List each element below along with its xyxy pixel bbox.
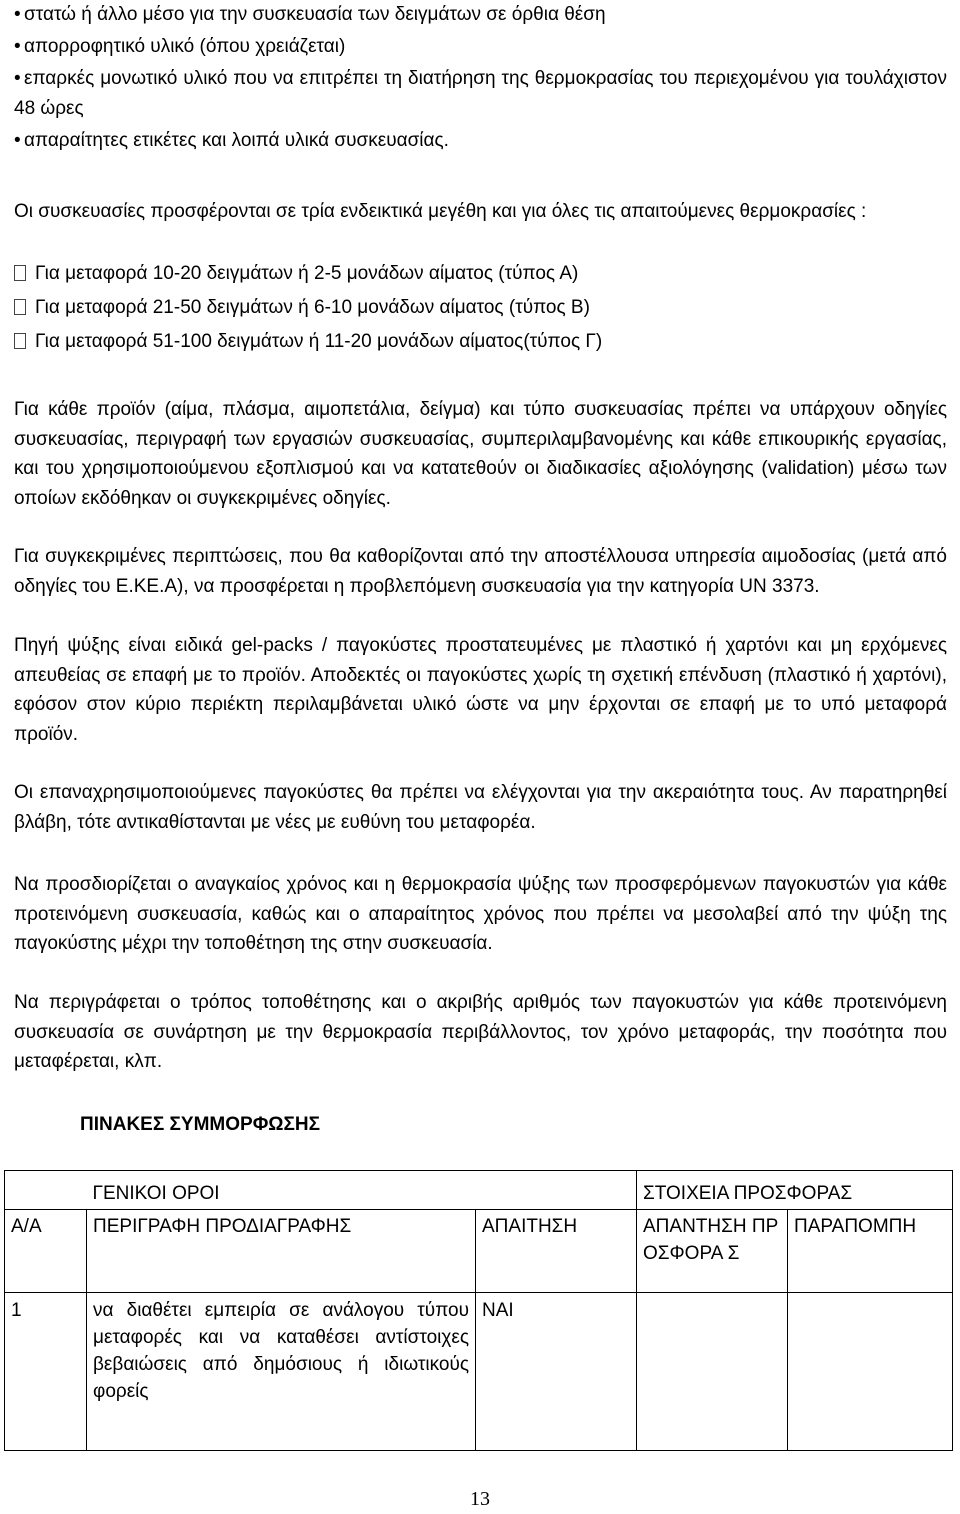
header-reference: ΠΑΡΑΠΟΜΠΗ bbox=[788, 1210, 953, 1293]
paragraph-reusable-packs: Οι επαναχρησιμοποιούμενες παγοκύστες θα πρέπει να ελέγχονται για την ακεραιότητα τους. Αν παρατηρηθεί βλάβη, τότε αντικαθίστανται με νέες με ευθύνη του μεταφορέα. bbox=[14, 782, 947, 833]
checkbox-glyph-icon bbox=[14, 333, 26, 349]
row-spec: να διαθέτει εμπειρία σε ανάλογου τύπου μεταφορές και να καταθέσει αντίστοιχες βεβαιώσεις από δημόσιους ή ιδιωτικούς φορείς bbox=[87, 1293, 476, 1451]
bullet-icon: • bbox=[14, 130, 21, 151]
bullet-item: • απορροφητικό υλικό (όπου χρειάζεται) bbox=[14, 32, 345, 62]
table-group-header-row bbox=[5, 1171, 953, 1210]
checkbox-glyph-icon bbox=[14, 299, 26, 315]
bullet-item: • στατώ ή άλλο μέσο για την συσκευασία των δειγμάτων σε όρθια θέση bbox=[14, 0, 606, 30]
group-general-terms: ΓΕΝΙΚΟΙ ΟΡΟΙ bbox=[87, 1171, 476, 1210]
size-option: Για μεταφορά 21-50 δειγμάτων ή 6-10 μονάδων αίματος (τύπος Β) bbox=[14, 293, 590, 323]
paragraph-cooling-time: Να προσδιορίζεται ο αναγκαίος χρόνος και η θερμοκρασία ψύξης των προσφερόμενων παγοκυστών για κάθε προτεινόμενη συσκευασία, καθώς και ο απαραίτητος χρόνος που πρέπει να μεσολαβεί από την ψύξη της παγοκύστης μέχρι την τοποθέτηση της στην συσκευασία. bbox=[14, 874, 947, 954]
bullet-icon: • bbox=[14, 68, 21, 89]
bullet-item: • επαρκές μονωτικό υλικό που να επιτρέπει τη διατήρηση της θερμοκρασίας του περιεχομένου για τουλάχιστον 48 ώρες bbox=[14, 64, 947, 123]
row-aa: 1 bbox=[5, 1293, 87, 1451]
table-header-row bbox=[5, 1210, 953, 1293]
compliance-table bbox=[4, 1170, 953, 1451]
paragraph-packaging-instructions: Για κάθε προϊόν (αίμα, πλάσμα, αιμοπετάλια, δείγμα) και τύπο συσκευασίας πρέπει να υπάρχουν οδηγίες συσκευασίας, περιγραφή των εργασιών συσκευασίας, συμπεριλαμβανομένης και κάθε επικουρικής εργασίας, και του χρησιμοποιούμενου εξοπλισμού και να κατατεθούν οι διαδικασίες αξιολόγησης (validation) μέσω των οποίων εκδόθηκαν οι συγκεκριμένες οδηγίες. bbox=[14, 399, 947, 509]
table-row bbox=[5, 1293, 953, 1451]
row-reference[interactable] bbox=[788, 1293, 953, 1451]
paragraph-cooling-source: Πηγή ψύξης είναι ειδικά gel-packs / παγοκύστες προστατευμένες με πλαστικό ή χαρτόνι και μη ερχόμενες απευθείας σε επαφή με το προϊόν. Αποδεκτές οι παγοκύστες χωρίς τη σχετική επένδυση (πλαστικό ή χαρτόνι), εφόσον στον κύριο περιέκτη περιλαμβάνεται υλικό ώστε να μην έρχονται σε επαφή με το υπό μεταφορά προϊόν. bbox=[14, 635, 947, 745]
header-answer: ΑΠΑΝΤΗΣΗ ΠΡΟΣΦΟΡΑ Σ bbox=[637, 1210, 788, 1293]
sizes-intro: Οι συσκευασίες προσφέρονται σε τρία ενδεικτικά μεγέθη και για όλες τις απαιτούμενες θερμοκρασίες : bbox=[14, 201, 867, 222]
bullet-icon: • bbox=[14, 4, 21, 25]
header-aa: Α/Α bbox=[5, 1210, 87, 1293]
header-requirement: ΑΠΑΙΤΗΣΗ bbox=[476, 1210, 637, 1293]
size-option: Για μεταφορά 10-20 δειγμάτων ή 2-5 μονάδων αίματος (τύπος Α) bbox=[14, 259, 578, 289]
size-option: Για μεταφορά 51-100 δειγμάτων ή 11-20 μονάδων αίματος(τύπος Γ) bbox=[14, 327, 602, 357]
paragraph-un3373: Για συγκεκριμένες περιπτώσεις, που θα καθορίζονται από την αποστέλλουσα υπηρεσία αιμοδοσίας (μετά από οδηγίες του Ε.ΚΕ.Α), να προσφέρεται η προβλεπόμενη συσκευασία για την κατηγορία UN 3373. bbox=[14, 546, 947, 597]
bullet-icon: • bbox=[14, 36, 21, 57]
section-title: ΠΙΝΑΚΕΣ ΣΥΜΜΟΡΦΩΣΗΣ bbox=[80, 1114, 321, 1135]
row-requirement: ΝΑΙ bbox=[476, 1293, 637, 1451]
group-offer-details: ΣΤΟΙΧΕΙΑ ΠΡΟΣΦΟΡΑΣ bbox=[637, 1171, 953, 1210]
row-answer[interactable] bbox=[637, 1293, 788, 1451]
paragraph-placement: Να περιγράφεται ο τρόπος τοποθέτησης και ο ακριβής αριθμός των παγοκυστών για κάθε προτεινόμενη συσκευασία σε συνάρτηση με την θερμοκρασία περιβάλλοντος, τον χρόνο μεταφοράς, την ποσότητα που μεταφέρεται, κλπ. bbox=[14, 992, 947, 1072]
header-spec: ΠΕΡΙΓΡΑΦΗ ΠΡΟΔΙΑΓΡΑΦΗΣ bbox=[87, 1210, 476, 1293]
page-number: 13 bbox=[470, 1488, 490, 1510]
bullet-item: • απαραίτητες ετικέτες και λοιπά υλικά συσκευασίας. bbox=[14, 126, 449, 156]
checkbox-glyph-icon bbox=[14, 265, 26, 281]
